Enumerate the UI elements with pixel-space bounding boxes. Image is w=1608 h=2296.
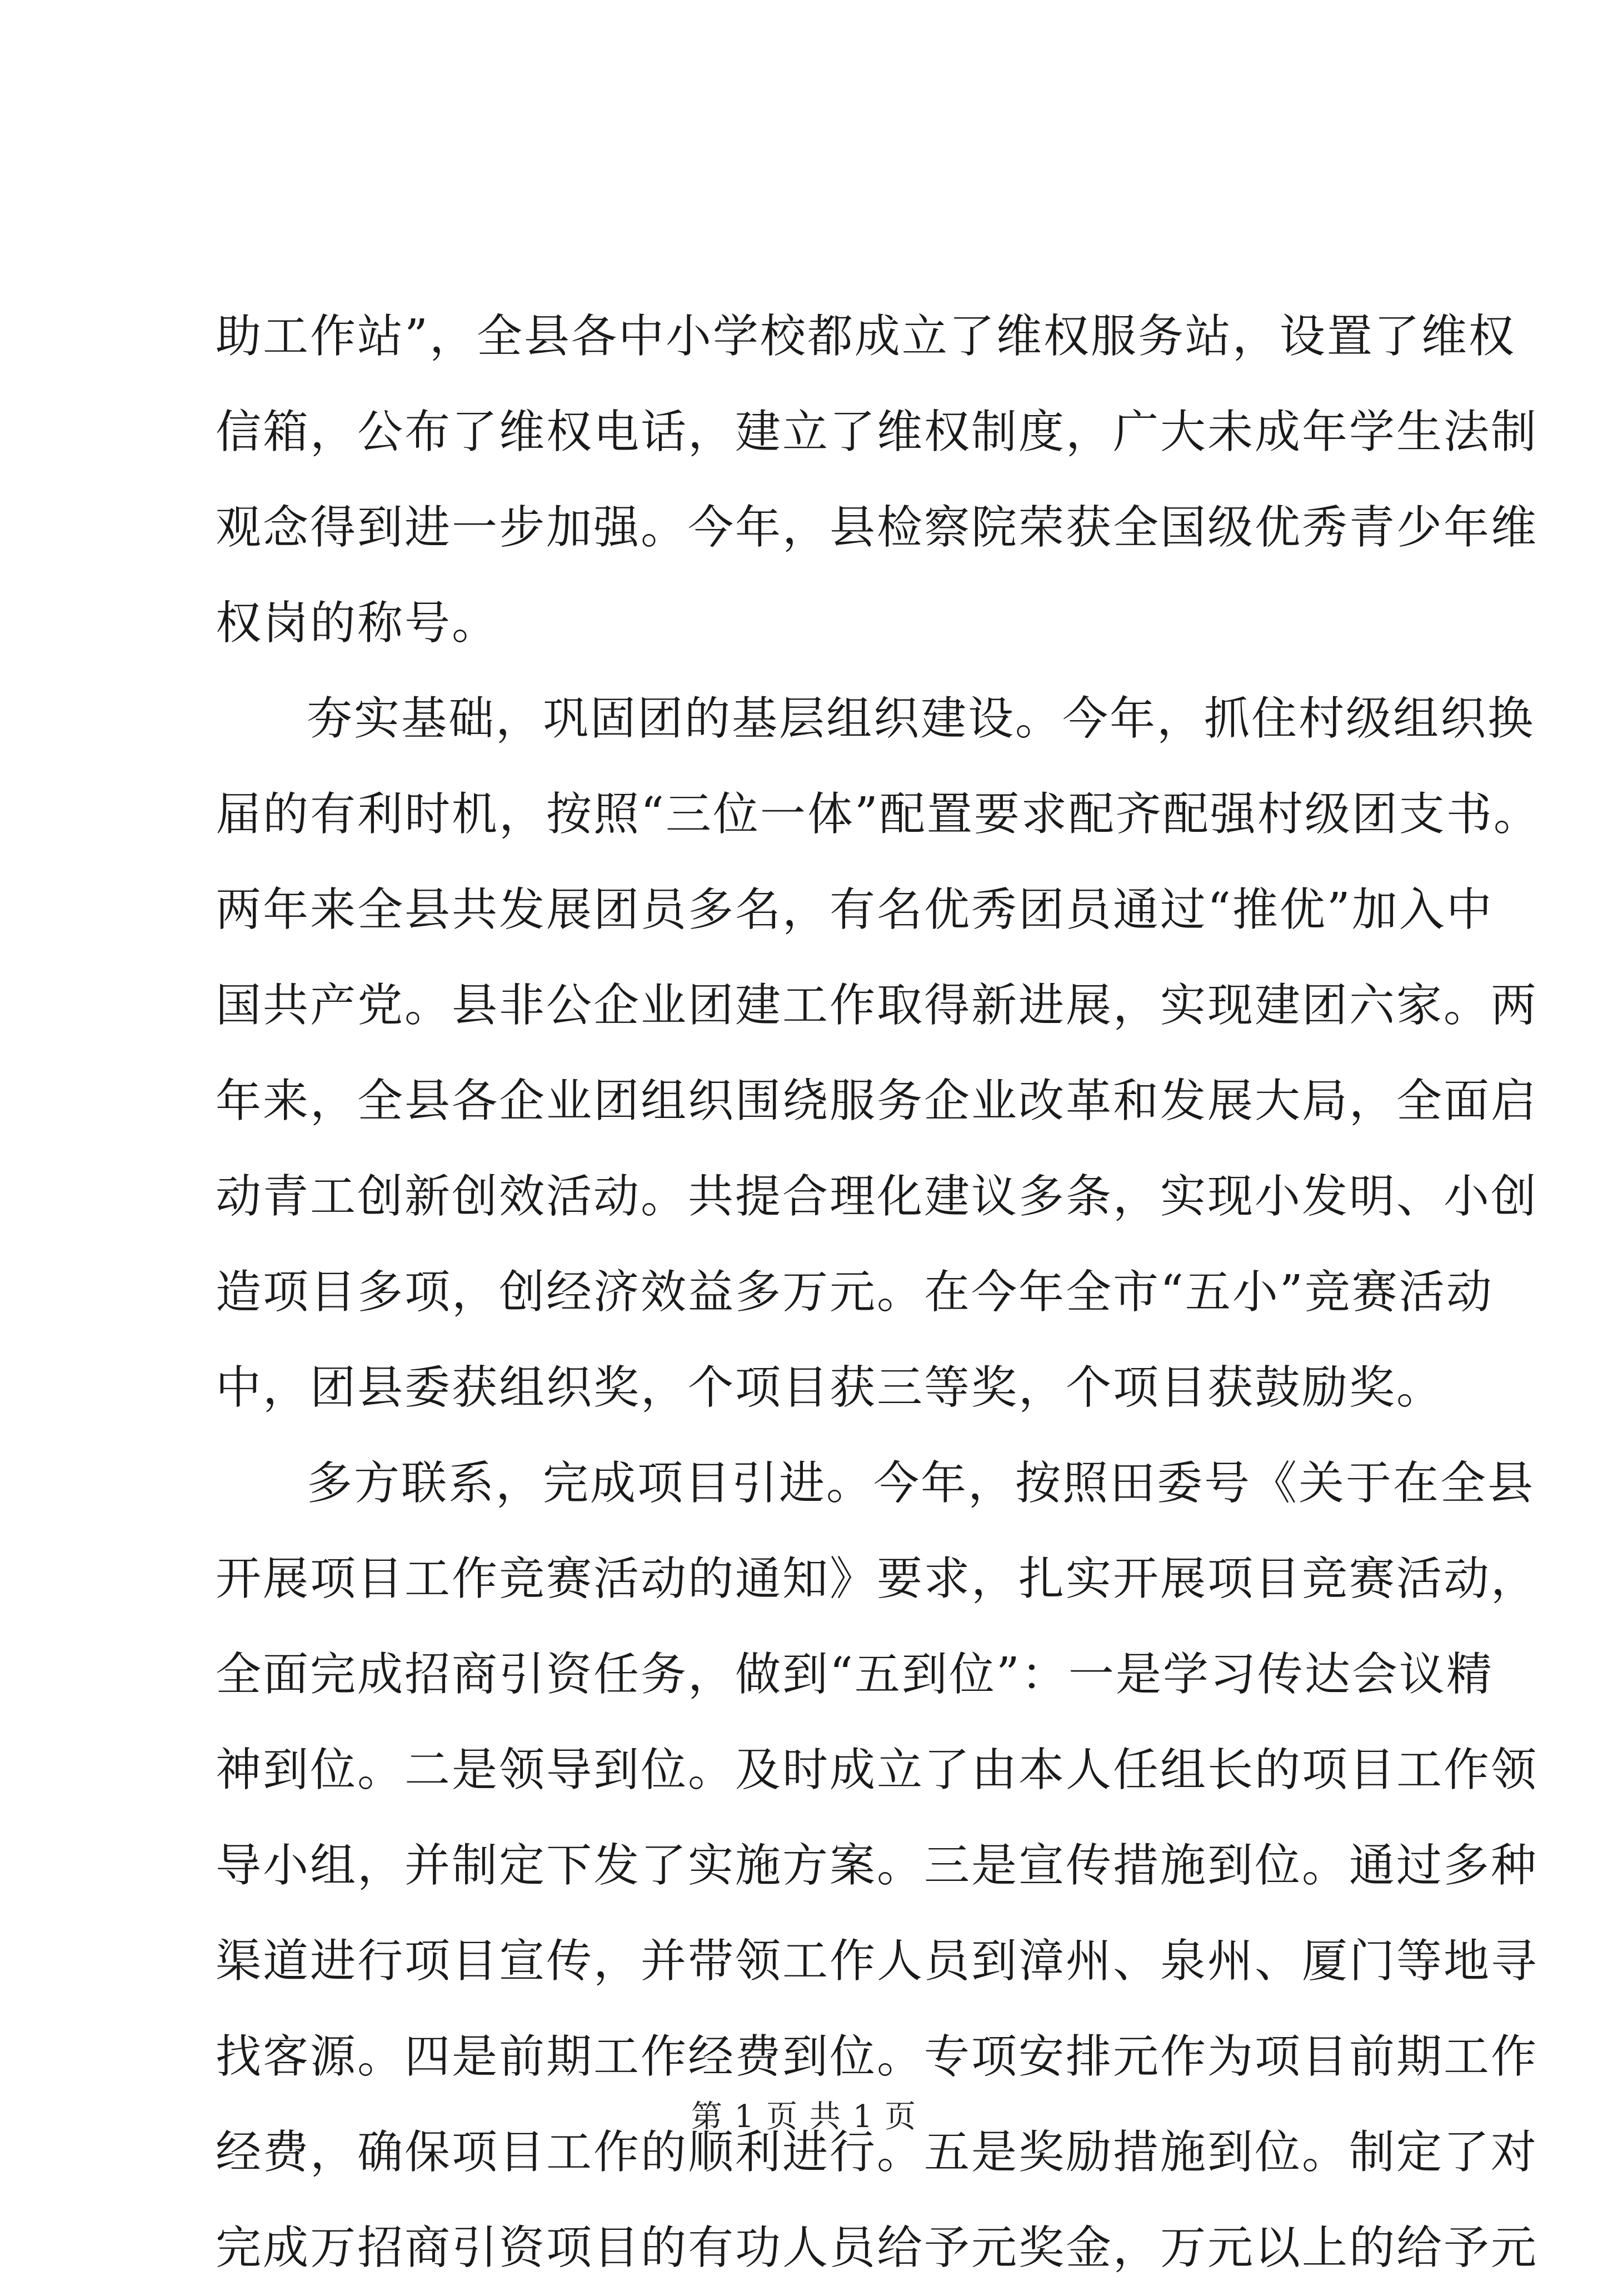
text-line: 国共产党。县非公企业团建工作取得新进展，实现建团六家。两 [216, 979, 1539, 1032]
text-line: 助工作站”，全县各中小学校都成立了维权服务站，设置了维权 [216, 310, 1516, 363]
text-line: 两年来全县共发展团员多名，有名优秀团员通过“推优”加入中 [216, 884, 1494, 936]
paragraph-first-line: 夯实基础，巩固团的基层组织建设。今年，抓住村级组织换 [307, 692, 1535, 745]
text-line: 经费，确保项目工作的顺利进行。五是奖励措施到位。制定了对 [216, 2126, 1539, 2179]
text-line: 动青工创新创效活动。共提合理化建议多条，实现小发明、小创 [216, 1170, 1539, 1223]
page-number-footer: 第 1 页 共 1 页 [691, 2099, 917, 2135]
text-line: 观念得到进一步加强。今年，县检察院荣获全国级优秀青少年维 [216, 501, 1539, 554]
text-line: 神到位。二是领导到位。及时成立了由本人任组长的项目工作领 [216, 1744, 1539, 1796]
text-line: 导小组，并制定下发了实施方案。三是宣传措施到位。通过多种 [216, 1839, 1539, 1892]
text-line: 中，团县委获组织奖，个项目获三等奖，个项目获鼓励奖。 [216, 1361, 1444, 1414]
text-line: 渠道进行项目宣传，并带领工作人员到漳州、泉州、厦门等地寻 [216, 1935, 1539, 1988]
text-line: 权岗的称号。 [216, 597, 500, 650]
text-line: 全面完成招商引资任务，做到“五到位”：一是学习传达会议精 [216, 1648, 1494, 1701]
text-line: 找客源。四是前期工作经费到位。专项安排元作为项目前期工作 [216, 2030, 1539, 2083]
text-line: 信箱，公布了维权电话，建立了维权制度，广大未成年学生法制 [216, 406, 1539, 458]
text-line: 造项目多项，创经济效益多万元。在今年全市“五小”竞赛活动 [216, 1266, 1494, 1319]
text-line: 开展项目工作竞赛活动的通知》要求，扎实开展项目竞赛活动， [216, 1553, 1539, 1605]
text-line: 届的有利时机，按照“三位一体”配置要求配齐配强村级团支书。 [216, 788, 1541, 841]
text-line: 完成万招商引资项目的有功人员给予元奖金，万元以上的给予元 [216, 2222, 1539, 2274]
document-body [216, 289, 1541, 2296]
text-line: 年来，全县各企业团组织围绕服务企业改革和发展大局，全面启 [216, 1075, 1539, 1127]
paragraph-first-line: 多方联系，完成项目引进。今年，按照田委号《关于在全县 [307, 1457, 1535, 1510]
